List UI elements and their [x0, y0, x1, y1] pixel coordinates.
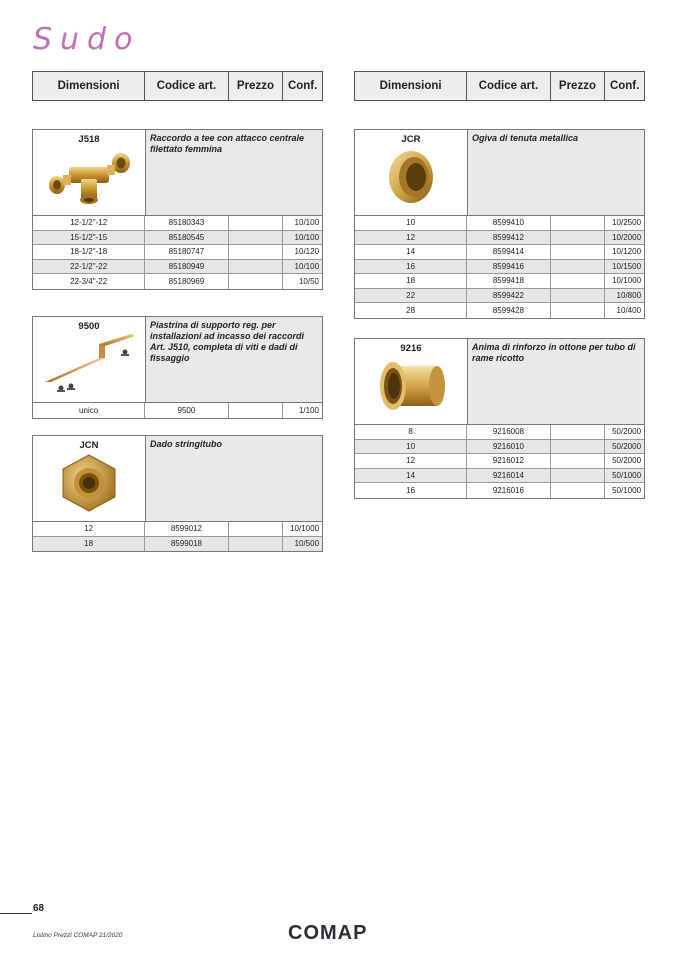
- ferrule-image: [376, 145, 446, 209]
- page-number: 68: [33, 903, 45, 914]
- cell-conf: 50/1000: [612, 470, 642, 480]
- cell-prezzo: [551, 245, 606, 259]
- cell-codice: 8599422: [467, 289, 550, 303]
- product-j518: [32, 129, 323, 290]
- table-header-left: [32, 71, 323, 101]
- cell-codice: 85180969: [145, 274, 228, 289]
- table-row: [355, 425, 644, 440]
- cell-codice: 85180747: [145, 245, 228, 259]
- cell-codice: 85180949: [145, 260, 228, 274]
- table-row: [33, 260, 322, 275]
- cell-codice: 8599012: [145, 522, 228, 536]
- cell-dimensioni: 10: [355, 216, 467, 230]
- cell-prezzo: [551, 454, 606, 468]
- table-row: [355, 216, 644, 231]
- cell-codice: 9216014: [467, 469, 550, 483]
- nut-image: [54, 451, 124, 515]
- product-description: Ogiva di tenuta metallica: [468, 130, 644, 215]
- cell-codice: 85180545: [145, 231, 228, 245]
- product-9500: [32, 316, 323, 419]
- cell-prezzo: [551, 469, 606, 483]
- cell-dimensioni: 12: [355, 231, 467, 245]
- cell-dimensioni: 22: [355, 289, 467, 303]
- product-description: Raccordo a tee con attacco centrale filettato femmina: [146, 130, 322, 215]
- cell-codice: 8599416: [467, 260, 550, 274]
- cell-conf: 10/1200: [612, 247, 642, 257]
- tee-fitting-image: [39, 145, 139, 207]
- cell-dimensioni: 15-1/2"-15: [33, 231, 145, 245]
- cell-codice: 9216010: [467, 440, 550, 454]
- product-code: 9216: [400, 343, 422, 354]
- cell-conf: 10/800: [616, 290, 642, 300]
- cell-dimensioni: 18: [355, 274, 467, 288]
- product-code: JCN: [79, 440, 99, 451]
- cell-codice: 8599414: [467, 245, 550, 259]
- cell-prezzo: [551, 483, 606, 498]
- cell-conf: 10/2500: [612, 218, 642, 228]
- product-image-cell: [33, 436, 146, 521]
- cell-conf: 50/2000: [612, 441, 642, 451]
- product-jcn: [32, 435, 323, 552]
- cell-prezzo: [551, 289, 606, 303]
- cell-conf: 1/100: [298, 405, 320, 415]
- product-image-cell: [355, 339, 468, 424]
- table-row: [33, 216, 322, 231]
- cell-prezzo: [229, 274, 284, 289]
- cell-conf: 10/400: [616, 305, 642, 315]
- cell-conf: 50/2000: [612, 456, 642, 466]
- table-row: [33, 231, 322, 246]
- cell-codice: 8599428: [467, 303, 550, 318]
- product-image-cell: [33, 130, 146, 215]
- cell-codice: 9216012: [467, 454, 550, 468]
- footer-rule: [0, 913, 32, 914]
- insert-sleeve-image: [371, 354, 451, 418]
- cell-conf: 10/100: [294, 232, 320, 242]
- header-prezzo: Prezzo: [229, 72, 284, 100]
- cell-prezzo: [551, 274, 606, 288]
- header-prezzo: Prezzo: [551, 72, 606, 100]
- table-row: [33, 245, 322, 260]
- cell-codice: 9500: [145, 403, 228, 418]
- product-code: J518: [78, 134, 100, 145]
- cell-prezzo: [551, 260, 606, 274]
- cell-dimensioni: 16: [355, 260, 467, 274]
- cell-dimensioni: 18-1/2"-18: [33, 245, 145, 259]
- cell-prezzo: [229, 403, 284, 418]
- header-conf: Conf.: [287, 80, 318, 92]
- cell-codice: 8599018: [145, 537, 228, 552]
- support-plate-image: [39, 332, 139, 396]
- cell-conf: 10/120: [294, 247, 320, 257]
- table-row: [355, 260, 644, 275]
- cell-codice: 8599418: [467, 274, 550, 288]
- product-description: Anima di rinforzo in ottone per tubo di rame ricotto: [468, 339, 644, 424]
- cell-prezzo: [551, 303, 606, 318]
- table-row: [33, 403, 322, 418]
- product-image-cell: [355, 130, 468, 215]
- cell-prezzo: [551, 216, 606, 230]
- header-dimensioni: Dimensioni: [33, 72, 145, 100]
- cell-codice: 8599410: [467, 216, 550, 230]
- cell-conf: 10/500: [294, 539, 320, 549]
- header-codice: Codice art.: [145, 72, 228, 100]
- cell-conf: 10/2000: [612, 232, 642, 242]
- product-code: 9500: [78, 321, 100, 332]
- table-row: [355, 440, 644, 455]
- header-conf: Conf.: [609, 80, 640, 92]
- cell-prezzo: [551, 440, 606, 454]
- table-row: [355, 303, 644, 318]
- cell-conf: 50/2000: [612, 427, 642, 437]
- cell-prezzo: [229, 260, 284, 274]
- cell-conf: 10/1000: [290, 524, 320, 534]
- product-description: Dado stringitubo: [146, 436, 322, 521]
- cell-prezzo: [229, 231, 284, 245]
- table-row: [355, 454, 644, 469]
- cell-dimensioni: unico: [33, 403, 145, 418]
- cell-dimensioni: 10: [355, 440, 467, 454]
- cell-dimensioni: 8: [355, 425, 467, 439]
- cell-dimensioni: 28: [355, 303, 467, 318]
- cell-prezzo: [229, 537, 284, 552]
- product-jcr: [354, 129, 645, 319]
- cell-prezzo: [551, 231, 606, 245]
- cell-conf: 10/1500: [612, 261, 642, 271]
- table-header-right: [354, 71, 645, 101]
- cell-dimensioni: 14: [355, 245, 467, 259]
- table-row: [33, 537, 322, 552]
- cell-dimensioni: 14: [355, 469, 467, 483]
- table-row: [355, 289, 644, 304]
- cell-conf: 10/100: [294, 218, 320, 228]
- footer-caption: Listino Prezzi COMAP 21/2020: [33, 932, 123, 939]
- cell-dimensioni: 12: [355, 454, 467, 468]
- header-dimensioni: Dimensioni: [355, 72, 467, 100]
- cell-conf: 50/1000: [612, 485, 642, 495]
- header-codice: Codice art.: [467, 72, 550, 100]
- cell-codice: 9216008: [467, 425, 550, 439]
- product-description: Piastrina di supporto reg. per installazioni ad incasso dei raccordi Art. J510, completa di viti e dadi di fissaggio: [146, 317, 322, 402]
- page-title: Sudo: [33, 22, 141, 57]
- cell-dimensioni: 22-3/4"-22: [33, 274, 145, 289]
- svg-text:COMAP: COMAP: [288, 922, 368, 943]
- product-code: JCR: [401, 134, 421, 145]
- cell-codice: 9216016: [467, 483, 550, 498]
- table-row: [355, 245, 644, 260]
- cell-conf: 10/50: [298, 276, 320, 286]
- cell-codice: 85180343: [145, 216, 228, 230]
- cell-dimensioni: 22-1/2"-22: [33, 260, 145, 274]
- cell-dimensioni: 12-1/2"-12: [33, 216, 145, 230]
- cell-dimensioni: 12: [33, 522, 145, 536]
- table-row: [33, 522, 322, 537]
- table-row: [355, 483, 644, 498]
- cell-dimensioni: 18: [33, 537, 145, 552]
- product-9216: [354, 338, 645, 499]
- table-row: [355, 274, 644, 289]
- cell-prezzo: [551, 425, 606, 439]
- cell-prezzo: [229, 522, 284, 536]
- product-image-cell: [33, 317, 146, 402]
- cell-conf: 10/100: [294, 261, 320, 271]
- table-row: [33, 274, 322, 289]
- cell-codice: 8599412: [467, 231, 550, 245]
- cell-conf: 10/1000: [612, 276, 642, 286]
- cell-dimensioni: 16: [355, 483, 467, 498]
- cell-prezzo: [229, 216, 284, 230]
- comap-logo: [288, 921, 392, 943]
- table-row: [355, 469, 644, 484]
- cell-prezzo: [229, 245, 284, 259]
- table-row: [355, 231, 644, 246]
